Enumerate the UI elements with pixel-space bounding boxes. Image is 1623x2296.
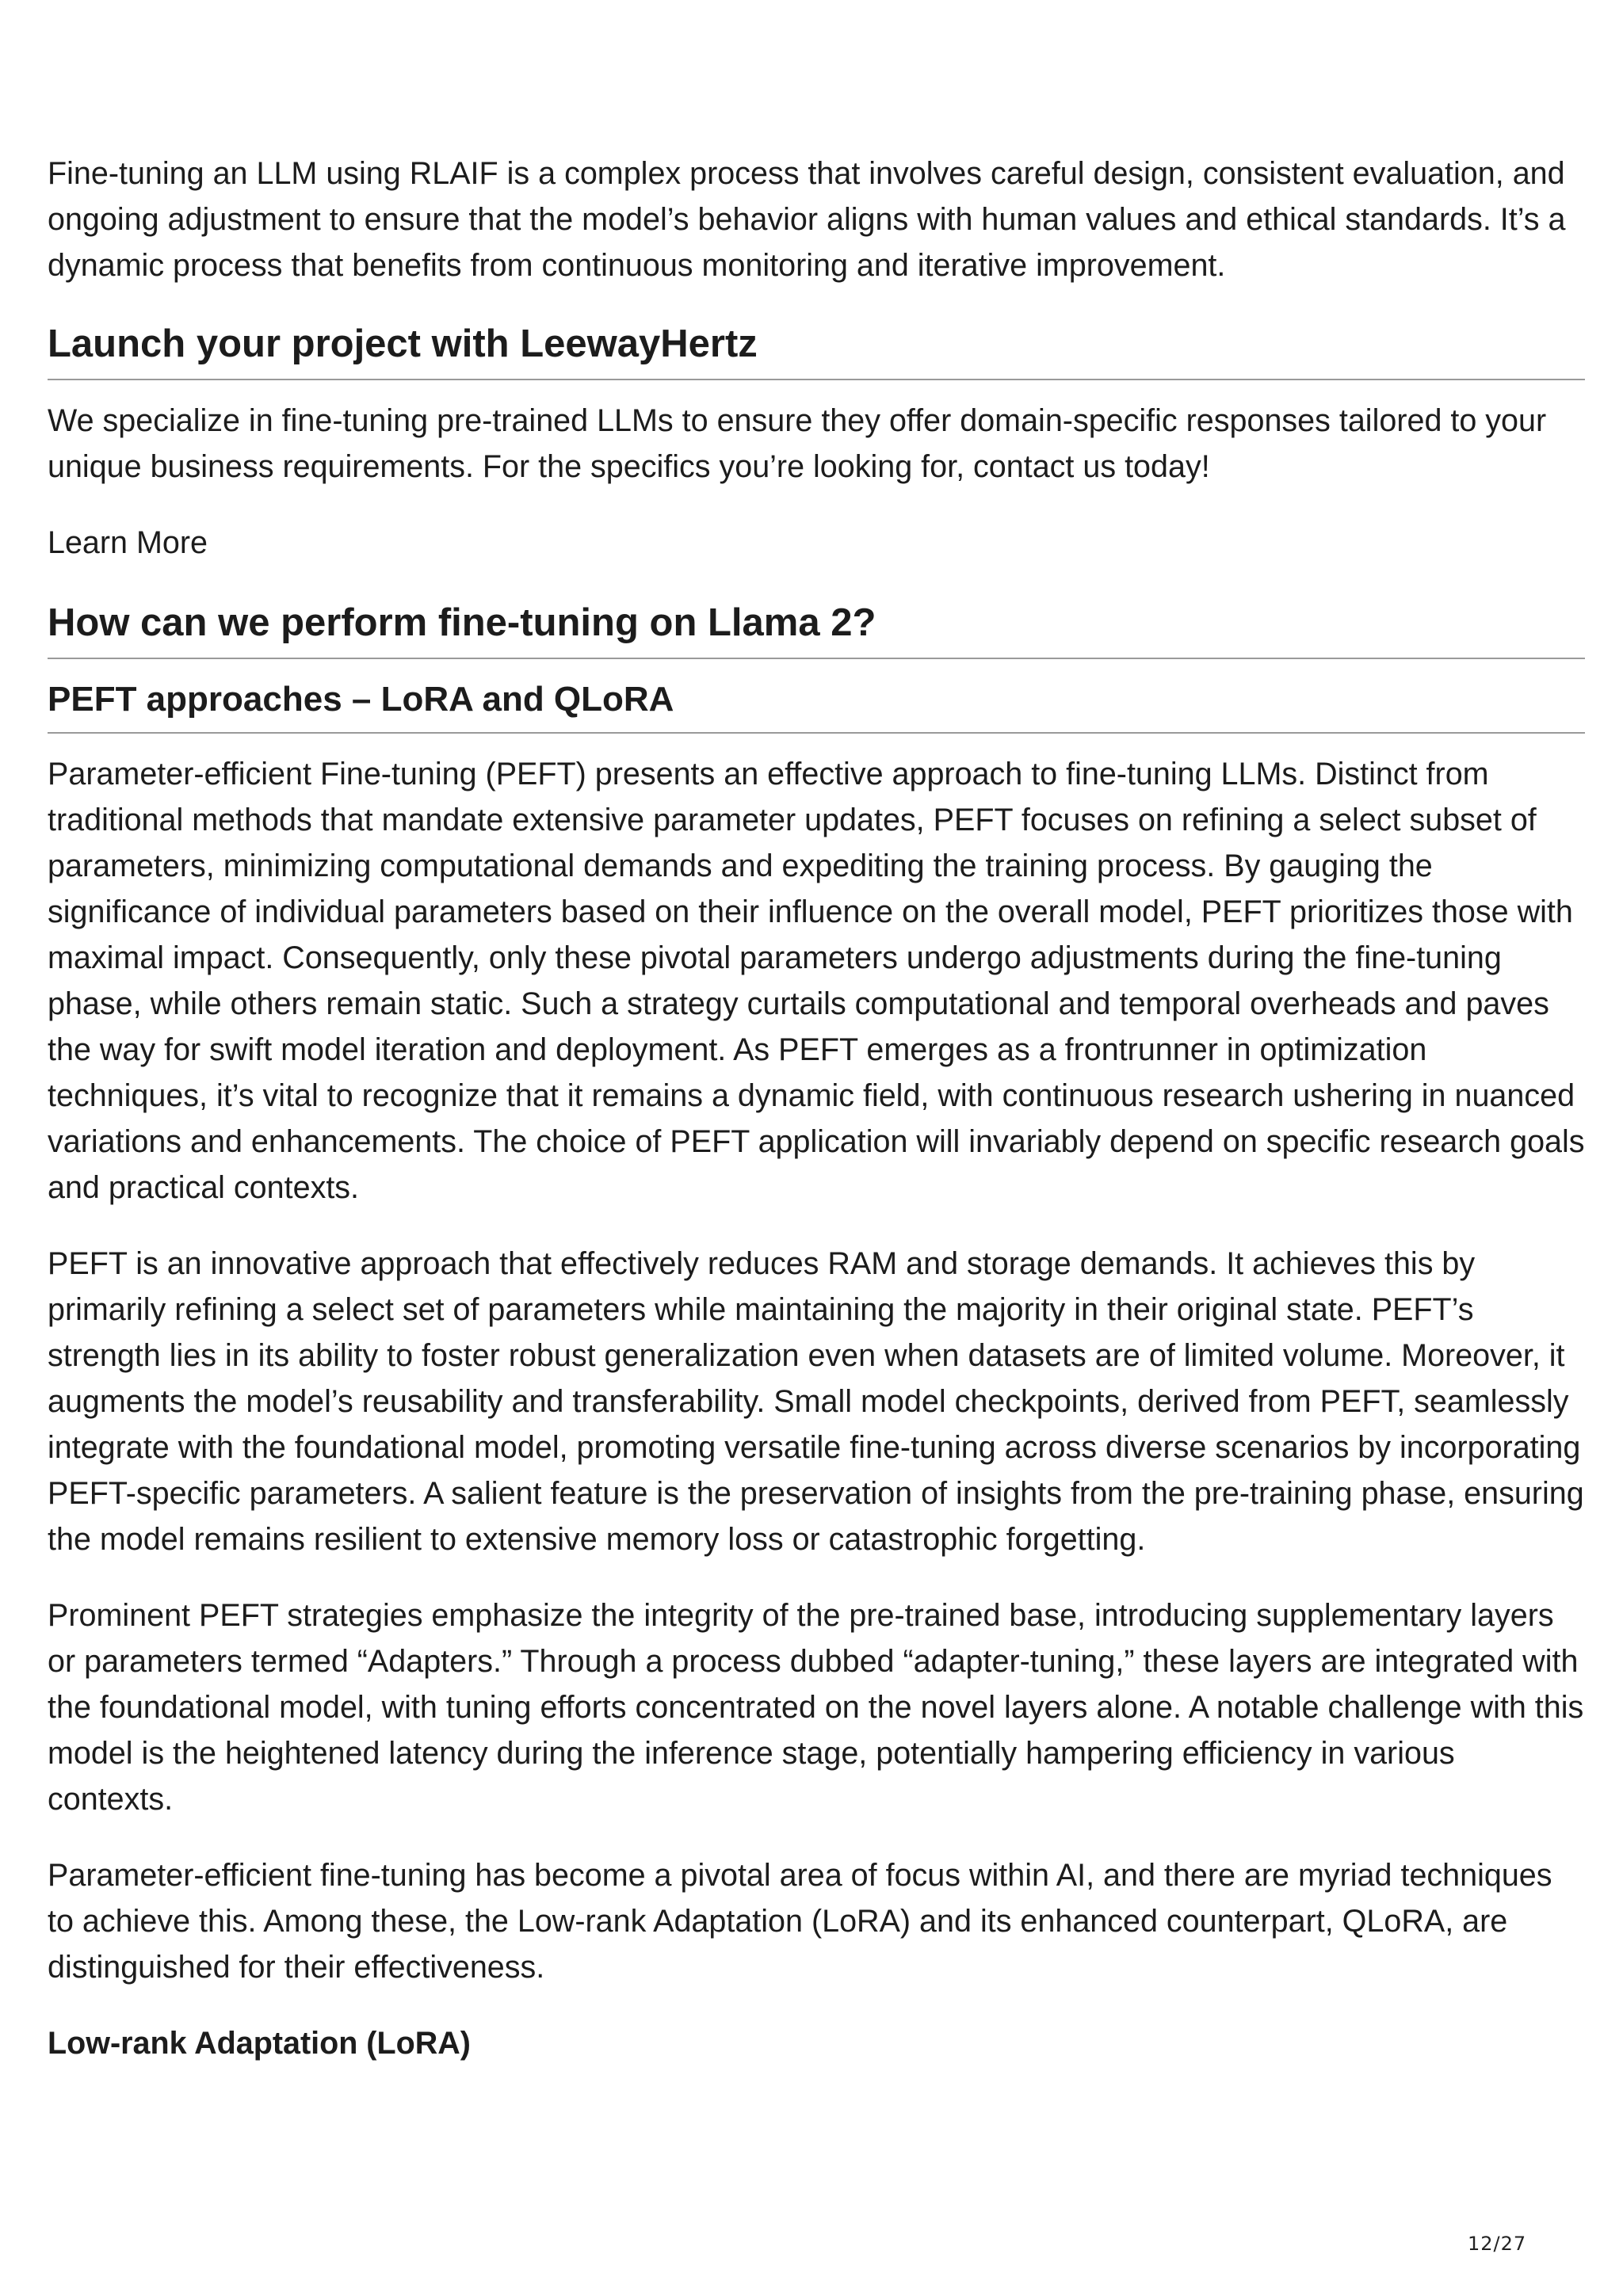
learn-more-link[interactable]: Learn More (48, 525, 208, 560)
lora-subheading: Low-rank Adaptation (LoRA) (48, 2026, 471, 2061)
document-page (48, 151, 1585, 2066)
page-number: 12/27 (1468, 2233, 1527, 2255)
peft-paragraph-3: Prominent PEFT strategies emphasize the integrity of the pre-trained base, introducing supplementary layers or parameters termed “Adapters.” Through a process dubbed “adapter-tuning,” these layers are integrated with the foundational model, with tuning efforts concentrated on the novel layers alone. A notable challenge with this model is the heightened latency during the inference stage, potentially hampering efficiency in various contexts. (48, 1598, 1584, 1817)
launch-section-heading: Launch your project with LeewayHertz (48, 318, 1585, 380)
peft-paragraph-4: Parameter-efficient fine-tuning has become a pivotal area of focus within AI, and there are myriad techniques to achieve this. Among these, the Low-rank Adaptation (LoRA) and its enhanced counterpart, QLoRA, are distinguished for their effectiveness. (48, 1858, 1552, 1985)
peft-section-heading: PEFT approaches – LoRA and QLoRA (48, 677, 1585, 734)
intro-paragraph: Fine-tuning an LLM using RLAIF is a complex process that involves careful design, consistent evaluation, and ongoing adjustment to ensure that the model’s behavior aligns with human values and ethical standards. It’s a dynamic process that benefits from continuous monitoring and iterative improvement. (48, 156, 1566, 283)
llama-section-heading: How can we perform fine-tuning on Llama 2? (48, 597, 1585, 659)
peft-paragraph-2: PEFT is an innovative approach that effectively reduces RAM and storage demands. It achieves this by primarily refining a select set of parameters while maintaining the majority in their original state. PEFT’s strength lies in its ability to foster robust generalization even when datasets are of limited volume. Moreover, it augments the model’s reusability and transferability. Small model checkpoints, derived from PEFT, seamlessly integrate with the foundational model, promoting versatile fine-tuning across diverse scenarios by incorporating PEFT-specific parameters. A salient feature is the preservation of insights from the pre-training phase, ensuring the model remains resilient to extensive memory loss or catastrophic forgetting. (48, 1246, 1584, 1557)
peft-paragraph-1: Parameter-efficient Fine-tuning (PEFT) presents an effective approach to fine-tuning LLMs. Distinct from traditional methods that mandate extensive parameter updates, PEFT focuses on refining a select subset of parameters, minimizing computational demands and expediting the training process. By gauging the significance of individual parameters based on their influence on the overall model, PEFT prioritizes those with maximal impact. Consequently, only these pivotal parameters undergo adjustments during the fine-tuning phase, while others remain static. Such a strategy curtails computational and temporal overheads and paves the way for swift model iteration and deployment. As PEFT emerges as a frontrunner in optimization techniques, it’s vital to recognize that it remains a dynamic field, with continuous research ushering in nuanced variations and enhancements. The choice of PEFT application will invariably depend on specific research goals and practical contexts. (48, 757, 1585, 1205)
launch-section-paragraph: We specialize in fine-tuning pre-trained LLMs to ensure they offer domain-specific responses tailored to your unique business requirements. For the specifics you’re looking for, contact us today! (48, 403, 1547, 484)
